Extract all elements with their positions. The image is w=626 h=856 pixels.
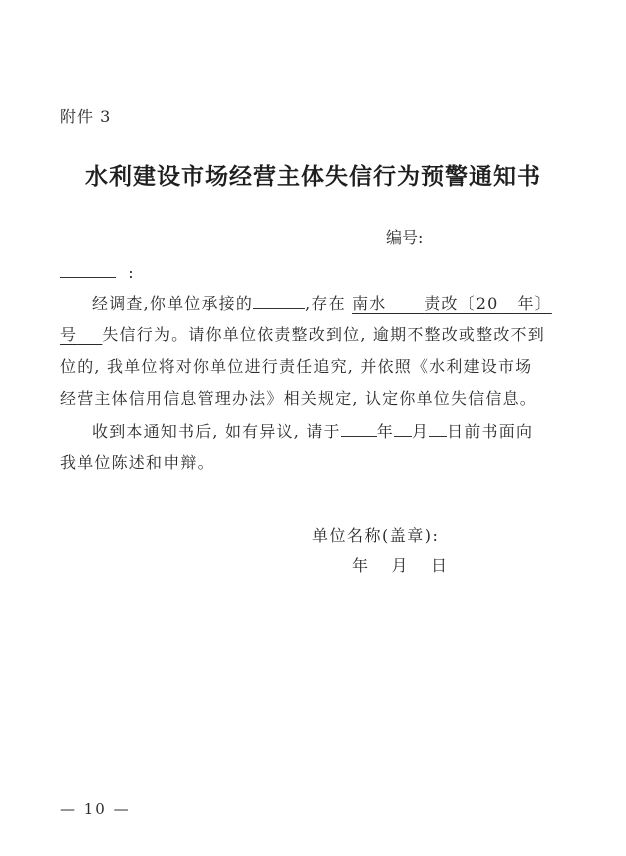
doc-ref-number-fill: 号 — [60, 325, 78, 344]
page-number: — 10 — — [60, 800, 131, 818]
project-name-blank — [253, 290, 305, 309]
text-segment: 收到本通知书后, 如有异议, 请于 — [92, 422, 341, 441]
attachment-label: 附件 3 — [60, 107, 112, 126]
text-segment: 日前书面向 — [447, 422, 534, 441]
recipient-line — [60, 259, 135, 282]
month-blank — [394, 418, 412, 437]
text-segment: 失信行为。请你单位依责整改到位, 逾期不整改或整改不到 — [102, 325, 545, 344]
paragraph1-line2 — [60, 322, 545, 345]
year-blank — [341, 418, 377, 437]
date-month: 月 — [391, 556, 410, 575]
paragraph1-line4: 经营主体信用信息管理办法》相关规定, 认定你单位失信信息。 — [60, 389, 537, 408]
paragraph1-line3: 位的, 我单位将对你单位进行责任追究, 并依照《水利建设市场 — [60, 357, 533, 376]
recipient-blank — [60, 259, 116, 278]
day-blank — [429, 418, 447, 437]
document-title: 水利建设市场经营主体失信行为预警通知书 — [85, 163, 541, 190]
doc-ref-fill: 南水 责改〔20 年〕 — [352, 294, 552, 313]
text-segment: 月 — [411, 422, 430, 441]
paragraph2-line2: 我单位陈述和申辩。 — [60, 453, 215, 472]
text-segment: ,存在 — [305, 294, 346, 313]
date-year: 年 — [352, 556, 370, 575]
recipient-colon: : — [128, 263, 135, 282]
signature-unit-label: 单位名称(盖章): — [312, 526, 440, 545]
paragraph2-line1 — [92, 418, 533, 442]
document-number-label: 编号: — [386, 228, 424, 247]
date-day: 日 — [431, 556, 449, 575]
text-segment: 年 — [376, 422, 394, 441]
text-segment: 经调查,你单位承接的 — [92, 294, 254, 313]
paragraph1-line1 — [92, 290, 552, 314]
signature-date — [352, 553, 449, 576]
